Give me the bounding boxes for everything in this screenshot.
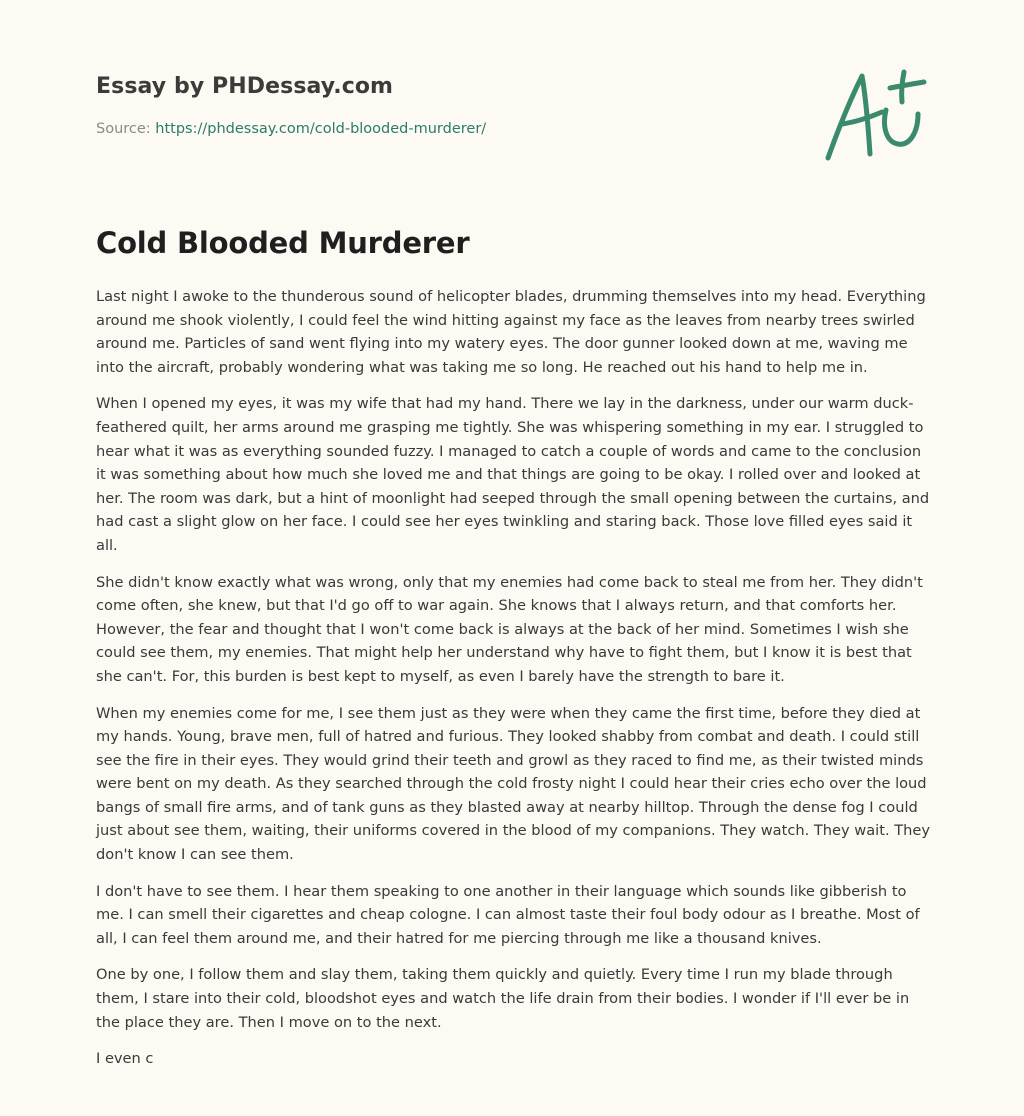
essay-paragraph: Last night I awoke to the thunderous sound of helicopter blades, drumming themselves into my head. Everything around me shook violently, I could feel the wind hitting against my face as the leaves from nearby trees swirled around me. Particles of sand went flying into my watery eyes. The door gunner looked down at me, waving me into the aircraft, probably wondering what was taking me so long. He reached out his hand to help me in. bbox=[96, 288, 926, 376]
essay-content bbox=[96, 226, 932, 1084]
essay-paragraph: One by one, I follow them and slay them, taking them quickly and quietly. Every time I run my blade through them, I stare into their cold, bloodshot eyes and watch the life drain from their bodies. I wonder if I'll ever be in the place they are. Then I move on to the next. bbox=[96, 966, 910, 1031]
site-header bbox=[96, 74, 796, 137]
essay-paragraph: I even c bbox=[96, 1050, 154, 1068]
essay-body bbox=[96, 285, 932, 1071]
a-plus-logo-icon bbox=[822, 68, 932, 166]
site-title: Essay by PHDessay.com bbox=[96, 74, 394, 99]
essay-paragraph: When I opened my eyes, it was my wife that had my hand. There we lay in the darkness, under our warm duck-feathered quilt, her arms around me grasping me tightly. She was whispering something in my ear. I struggled to hear what it was as everything sounded fuzzy. I managed to catch a couple of words and came to the conclusion it was something about how much she loved me and that things are going to be okay. I rolled over and looked at her. The room was dark, but a hint of moonlight had seeped through the small opening between the curtains, and had cast a slight glow on her face. I could see her eyes twinkling and staring back. Those love filled eyes said it all. bbox=[96, 395, 930, 554]
essay-paragraph: I don't have to see them. I hear them speaking to one another in their language which sounds like gibberish to me. I can smell their cigarettes and cheap cologne. I can almost taste their foul body odour as I breathe. Most of all, I can feel them around me, and their hatred for me piercing through me like a thousand knives. bbox=[96, 882, 920, 947]
essay-paragraph: When my enemies come for me, I see them just as they were when they came the first time, before they died at my hands. Young, brave men, full of hatred and furious. They looked shabby from combat and death. I could still see the fire in their eyes. They would grind their teeth and growl as they raced to find me, as their twisted minds were bent on my death. As they searched through the cold frosty night I could hear their cries echo over the loud bangs of small fire arms, and of tank guns as they blasted away at nearby hilltop. Through the dense fog I could just about see them, waiting, their uniforms covered in the blood of my companions. They watch. They wait. They don't know I can see them. bbox=[96, 704, 930, 864]
source-line bbox=[96, 121, 796, 137]
source-link[interactable]: https://phdessay.com/cold-blooded-murderer/ bbox=[155, 121, 487, 137]
essay-title: Cold Blooded Murderer bbox=[96, 226, 470, 260]
essay-paragraph: She didn't know exactly what was wrong, only that my enemies had come back to steal me from her. They didn't come often, she knew, but that I'd go off to war again. She knows that I always return, and that comforts her. However, the fear and thought that I won't come back is always at the back of her mind. Sometimes I wish she could see them, my enemies. That might help her understand why have to fight them, but I know it is best that she can't. For, this burden is best kept to myself, as even I barely have the strength to bare it. bbox=[96, 573, 923, 685]
source-label: Source: bbox=[96, 121, 151, 137]
